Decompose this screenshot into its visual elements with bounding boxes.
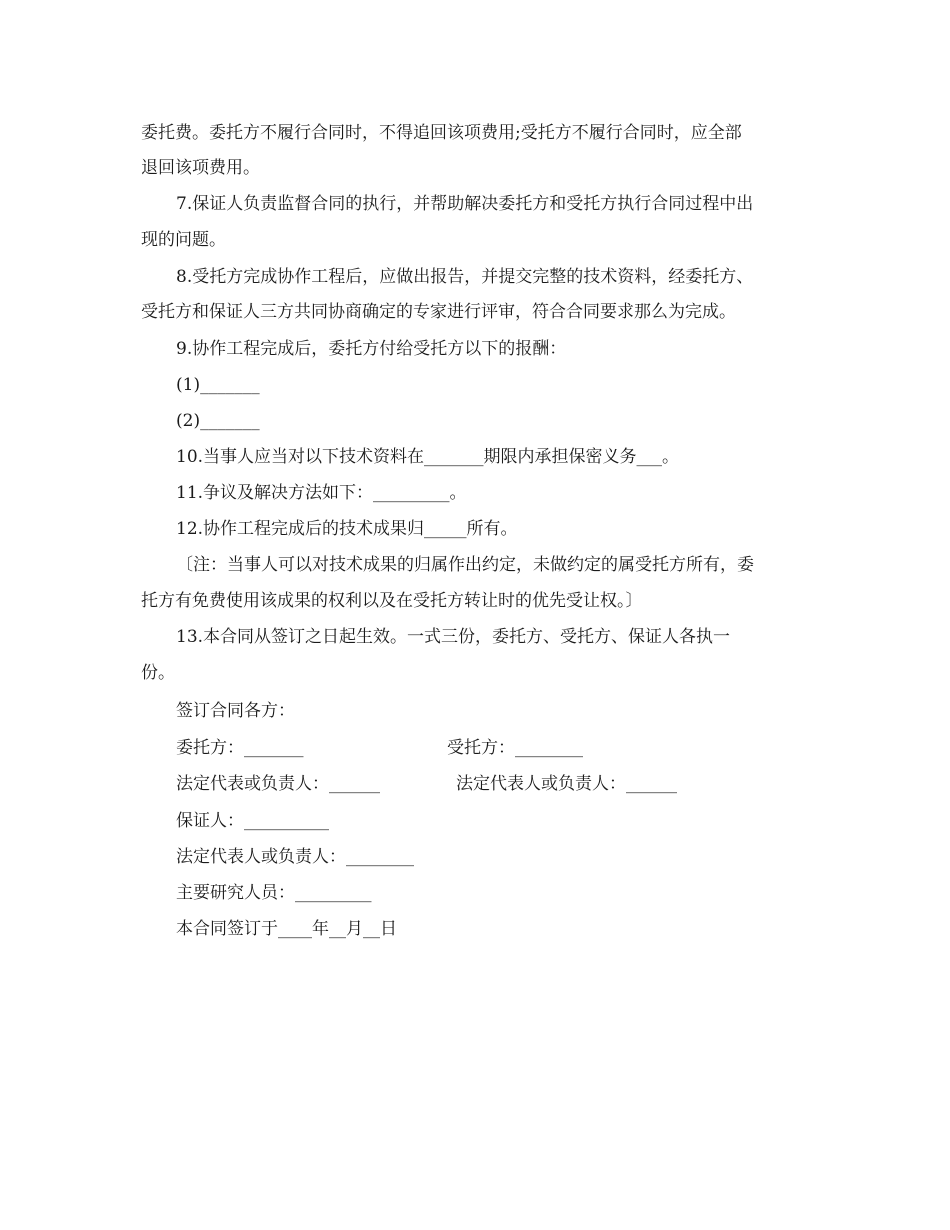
note-line-2: 托方有免费使用该成果的权利以及在受托方转让时的优先受让权。〕 — [141, 591, 643, 611]
clause-12: 12.协作工程完成后的技术成果归_____所有。 — [176, 519, 518, 539]
clause-8-line-2: 受托方和保证人三方共同协商确定的专家进行评审，符合合同要求那么为完成。 — [141, 302, 736, 322]
paragraph-6-continued-line-2: 退回该项费用。 — [141, 158, 260, 178]
clause-8-line-1: 8.受托方完成协作工程后，应做出报告，并提交完整的技术资料，经委托方、 — [176, 267, 754, 287]
clause-7-line-1: 7.保证人负责监督合同的执行，并帮助解决委托方和受托方执行合同过程中出 — [176, 194, 754, 214]
clause-10: 10.当事人应当对以下技术资料在_______期限内承担保密义务___。 — [176, 447, 680, 467]
clause-9-item-2: (2)_______ — [176, 411, 260, 431]
main-researchers-field: 主要研究人员：_________ — [176, 883, 372, 903]
contractor-signature-field: 受托方：________ — [447, 738, 583, 758]
clause-13-line-1: 13.本合同从签订之日起生效。一式三份，委托方、受托方、保证人各执一 — [176, 627, 731, 647]
clause-11: 11.争议及解决方法如下：_________。 — [176, 483, 467, 503]
guarantor-representative-field: 法定代表人或负责人：________ — [176, 847, 414, 867]
clause-9-item-1: (1)_______ — [176, 375, 260, 395]
signatures-heading: 签订合同各方： — [176, 701, 295, 721]
clause-9: 9.协作工程完成后，委托方付给受托方以下的报酬： — [176, 339, 567, 359]
clause-7-line-2: 现的问题。 — [141, 230, 226, 250]
client-representative-field: 法定代表或负责人：______ — [176, 774, 380, 794]
contractor-representative-field: 法定代表人或负责人：______ — [456, 774, 677, 794]
guarantor-field: 保证人：__________ — [176, 811, 329, 831]
clause-13-line-2: 份。 — [141, 663, 175, 683]
note-line-1: 〔注：当事人可以对技术成果的归属作出约定，未做约定的属受托方所有，委 — [176, 555, 754, 575]
client-signature-field: 委托方：_______ — [176, 738, 304, 758]
signing-date-field: 本合同签订于____年__月__日 — [176, 919, 397, 939]
paragraph-6-continued-line-1: 委托费。委托方不履行合同时，不得追回该项费用;受托方不履行合同时，应全部 — [141, 123, 742, 143]
